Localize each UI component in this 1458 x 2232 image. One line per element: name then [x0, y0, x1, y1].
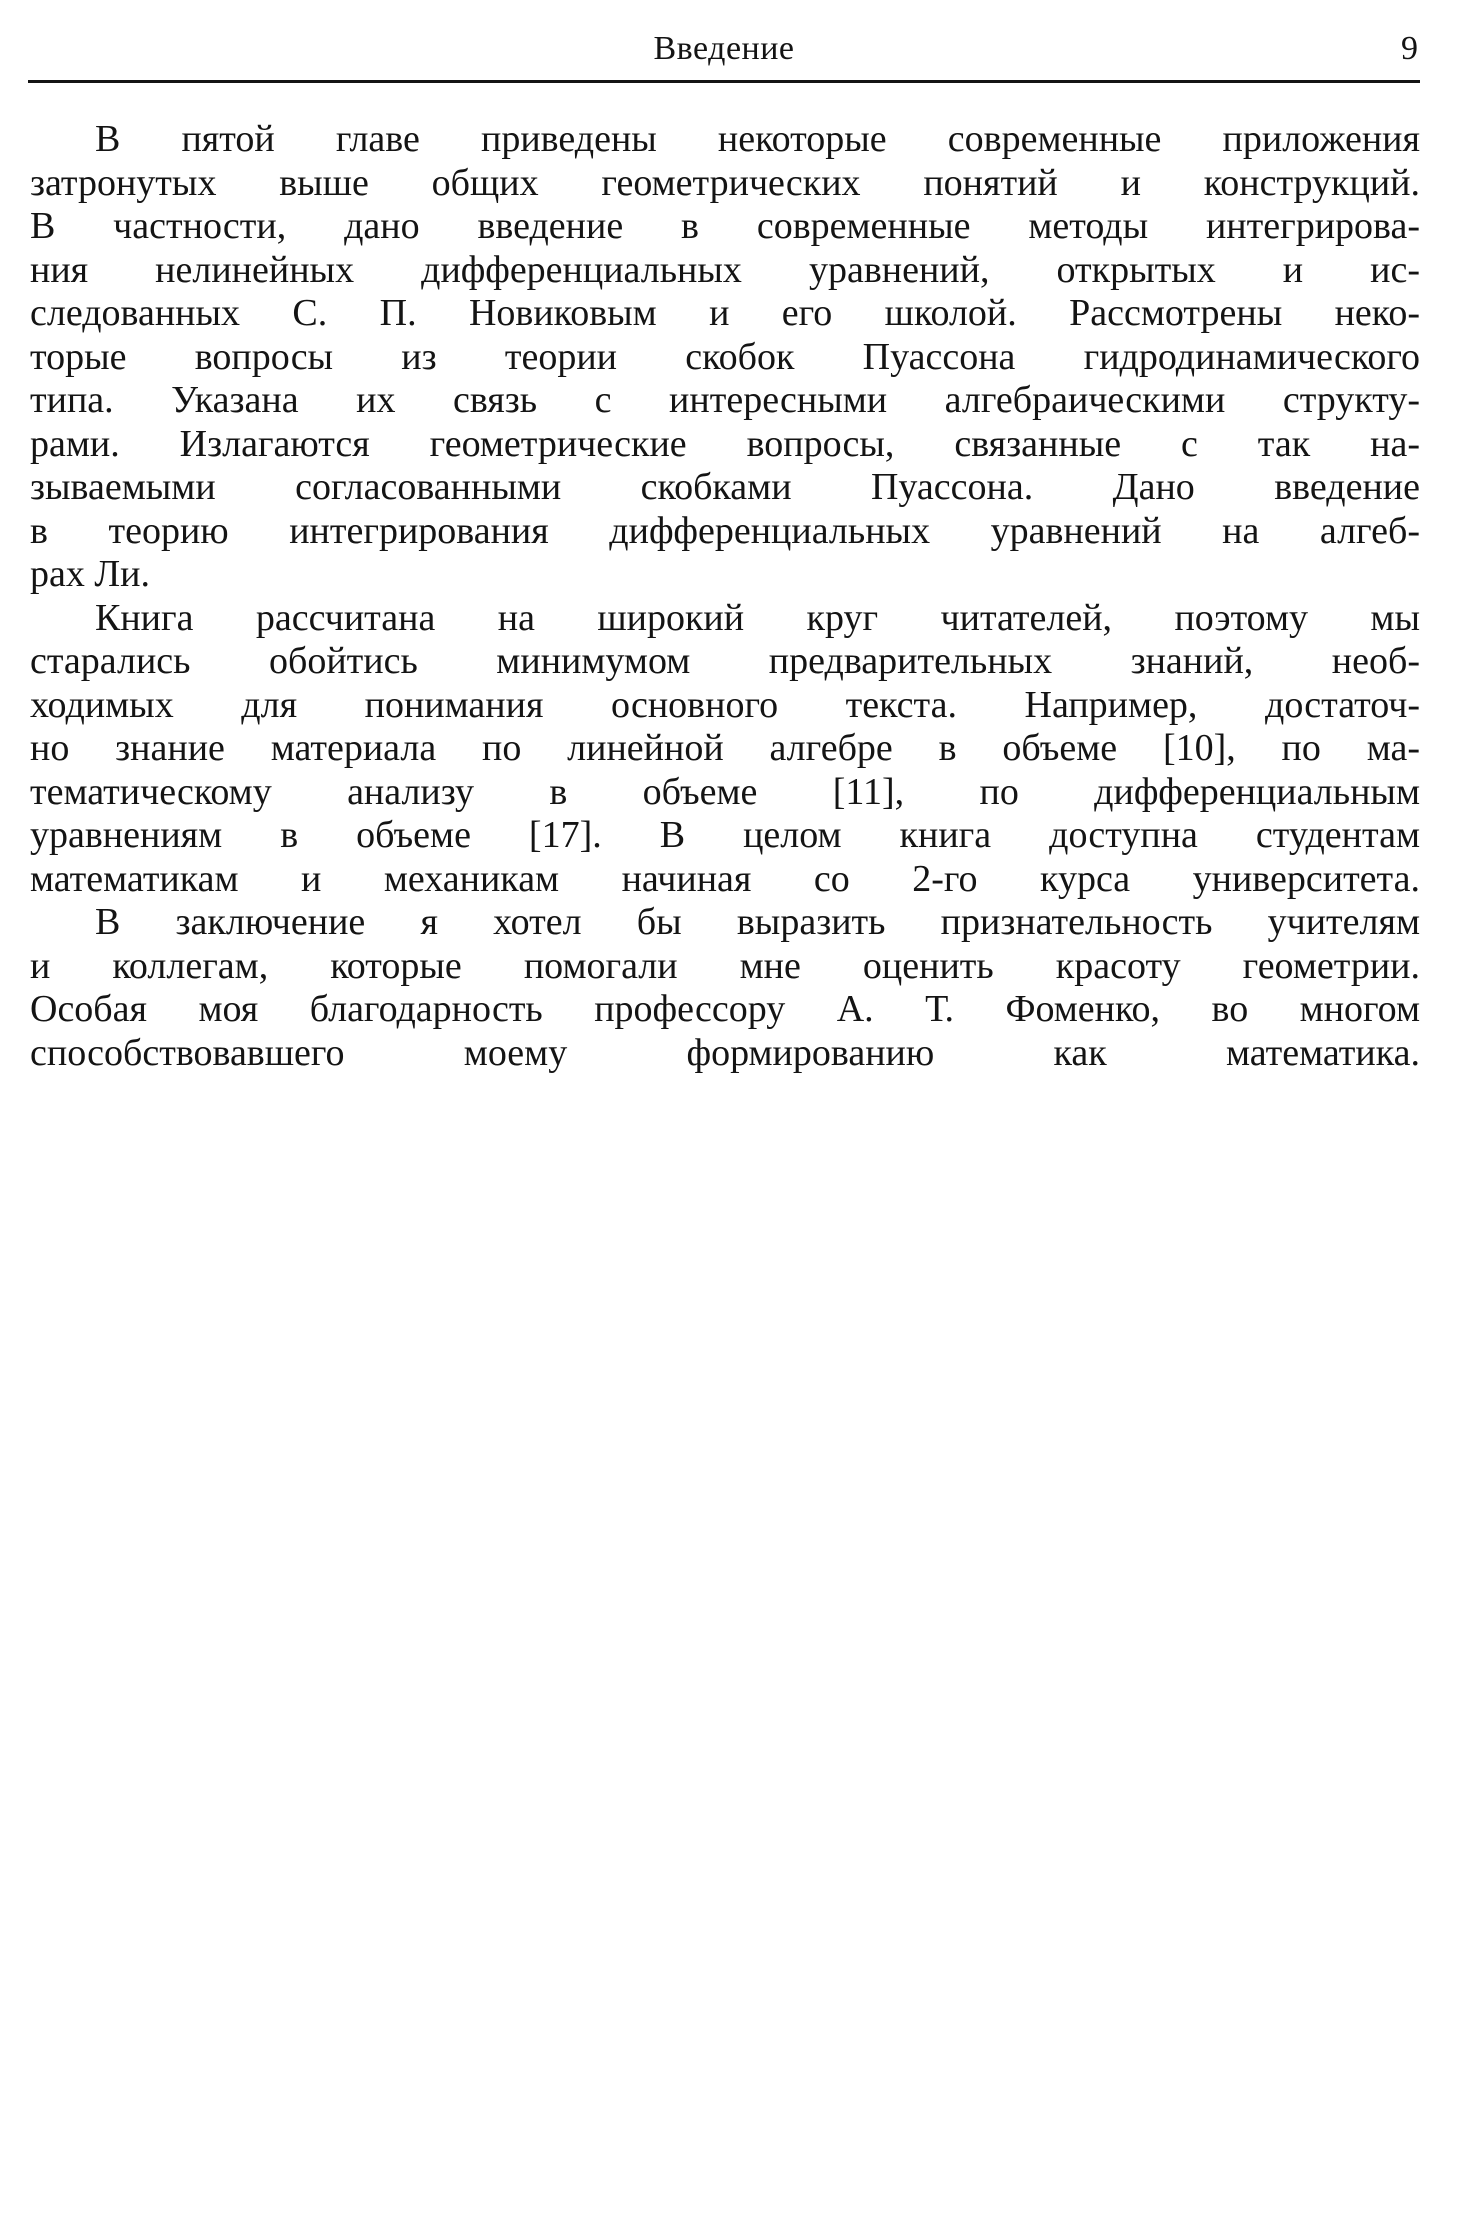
text-line: математикам и механикам начиная со 2-го курса университета. [30, 857, 1420, 900]
text-line: тематическому анализу в объеме [11], по дифференциальным [30, 770, 1420, 813]
text-line: ходимых для понимания основного текста. Например, достаточ- [30, 683, 1420, 726]
text-line: Особая моя благодарность профессору А. Т. Фоменко, во многом [30, 988, 1420, 1030]
running-title: Введение [653, 30, 795, 67]
text-line: Книга рассчитана на широкий круг читателей, поэтому мы [95, 596, 1420, 639]
text-line: В заключение я хотел бы выразить признательность учителям [95, 901, 1420, 943]
text-line: старались обойтись минимумом предварительных знаний, необ- [30, 640, 1420, 682]
text-line: но знание материала по линейной алгебре в объеме [10], по ма- [30, 727, 1420, 769]
paragraph-fifth-chapter [30, 118, 1420, 597]
text-line: способствовавшего моему формированию как математика. [30, 1031, 1420, 1074]
body-text [30, 118, 1420, 1075]
page-number: 9 [1401, 30, 1418, 67]
text-line: рами. Излагаются геометрические вопросы, связанные с так на- [30, 422, 1420, 465]
paragraph-acknowledgements [30, 901, 1420, 1075]
text-line: типа. Указана их связь с интересными алгебраическими структу- [30, 379, 1420, 421]
text-line: следованных С. П. Новиковым и его школой. Рассмотрены неко- [30, 292, 1420, 334]
text-line: торые вопросы из теории скобок Пуассона гидродинамического [30, 335, 1420, 378]
text-line: В пятой главе приведены некоторые современные приложения [95, 118, 1420, 160]
text-line: затронутых выше общих геометрических понятий и конструкций. [30, 161, 1420, 204]
paragraph-audience [30, 597, 1420, 902]
text-line: В частности, дано введение в современные методы интегрирова- [30, 205, 1420, 247]
header-rule [28, 80, 1420, 83]
text-line: зываемыми согласованными скобками Пуассона. Дано введение [30, 466, 1420, 508]
text-line: ния нелинейных дифференциальных уравнений, открытых и ис- [30, 248, 1420, 291]
text-line: уравнениям в объеме [17]. В целом книга доступна студентам [30, 814, 1420, 856]
text-line: в теорию интегрирования дифференциальных уравнений на алгеб- [30, 509, 1420, 552]
running-head [30, 26, 1418, 76]
text-line: и коллегам, которые помогали мне оценить красоту геометрии. [30, 944, 1420, 987]
text-line: рах Ли. [30, 553, 150, 595]
